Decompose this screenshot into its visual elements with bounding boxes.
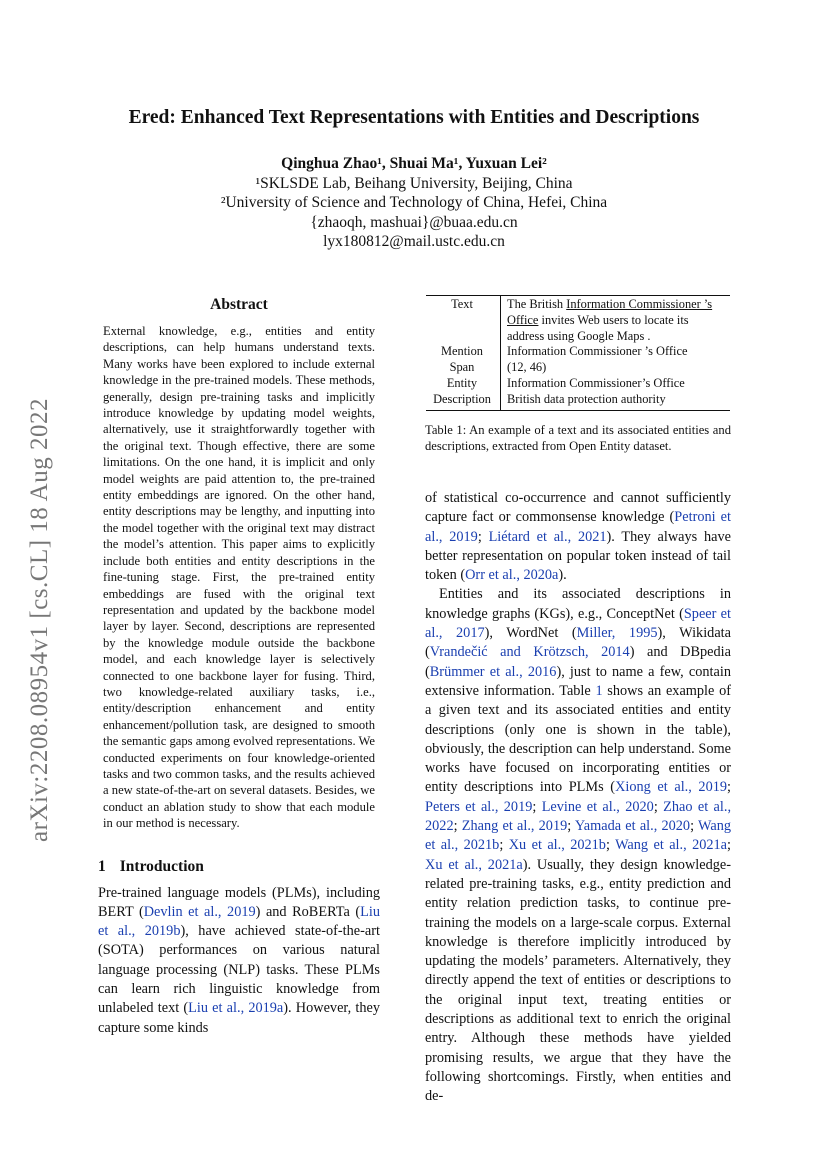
citation-link[interactable]: Liu et al., 2019a: [188, 1000, 284, 1017]
paper-title: Ered: Enhanced Text Representations with Entities and Descriptions: [128, 107, 700, 128]
table-label: Span: [426, 360, 501, 376]
citation-link[interactable]: Xu et al., 2021b: [508, 837, 606, 854]
text-run: The British: [507, 297, 567, 311]
citation-link[interactable]: Miller, 1995: [576, 625, 658, 642]
table-value: [501, 296, 731, 345]
left-column: [98, 296, 380, 1038]
text-run: ). Usually, they design knowledge-related pre-training tasks, e.g., entity prediction and entity relation prediction tasks, to continue pre-training the models on a large-scale corpus. External knowledge is therefore implicitly introduced by updating the models’ parameters. Alternatively, they directly append the text of entities or descriptions to the original input text, treating entities or descriptions as additional text to enrich the original entry. Although these methods have yielded promising results, we argue that they have the following shortcomings. Firstly, when entities and de-: [425, 856, 732, 1105]
table-value: Information Commissioner ’s Office: [507, 344, 688, 359]
citation-link[interactable]: Yamada et al., 2020: [574, 818, 691, 835]
table-reference-link[interactable]: 1: [595, 682, 603, 699]
text-run: shows an example of a given text and its associated entities and entity descriptions (only one is shown in the table), obviously, the description can help understand. Some works have focused on incorporating entities or entity descriptions into PLMs (: [425, 682, 731, 796]
citation-link[interactable]: Xiong et al., 2019: [615, 779, 728, 796]
citation-link[interactable]: Wang et al., 2021a: [615, 837, 728, 854]
table-label: Text: [426, 296, 501, 345]
text-run: ;: [605, 837, 616, 854]
table-row: [426, 344, 730, 360]
table-label: Mention: [426, 344, 501, 360]
text-run: ), just to name a few, contain extensive information. Table: [425, 663, 731, 699]
text-run: ).: [558, 567, 567, 584]
text-run: ;: [477, 528, 489, 545]
introduction-paragraph: [98, 884, 380, 1038]
citation-link[interactable]: Orr et al., 2020a: [465, 567, 559, 584]
section-title: Introduction: [119, 857, 204, 875]
affiliation-1: ¹SKLSDE Lab, Beihang University, Beijing, China: [255, 174, 573, 192]
table-value: British data protection authority: [507, 391, 666, 406]
citation-link[interactable]: Liétard et al., 2021: [488, 528, 607, 545]
text-run: invites Web users to locate its address using Google Maps .: [507, 312, 689, 343]
table-row: [426, 296, 730, 345]
abstract-text: External knowledge, e.g., entities and entity descriptions, can help humans understand texts. Many works have been explored to include external knowledge in the pre-trained models. These methods, generally, design pre-training tasks and implicitly introduce knowledge by updating model weights, alternatively, use it straightforwardly together with the original text. Though effective, there are some limitations. On the one hand, it is implicit and only model weights are paid attention to, the pre-trained entity embeddings are ignored. On the other hand, entity descriptions may be lengthy, and inputting into the model together with the original text may distract the model’s attention. This paper aims to explicitly include both entities and entity descriptions in the fine-tuning stage. First, the pre-trained entity embeddings are fused with the original text representation and updated by the backbone model layer by layer. Second, descriptions are represented by the knowledge module outside the backbone model, and each knowledge layer is selectively connected to one backbone layer for fusing. Third, two knowledge-related auxiliary tasks, i.e., entity/description enhancement and entity enhancement/pollution task, are designed to smooth the semantic gaps among evolved representations. We conducted experiments on four knowledge-oriented tasks and two common tasks, and the results achieved a new state-of-the-art on several datasets. Besides, we conduct an ablation study to show that each module in our method is necessary.: [103, 324, 375, 831]
introduction-heading: [98, 858, 380, 876]
text-run: ) and RoBERTa (: [255, 903, 361, 920]
text-run: Entities and its associated descriptions in knowledge graphs (KGs), e.g., ConceptNet (: [425, 586, 731, 622]
text-run: Pre-trained language models (PLMs), including BERT (: [98, 884, 380, 920]
text-run: ;: [567, 818, 575, 835]
email-2[interactable]: lyx180812@mail.ustc.edu.cn: [323, 233, 505, 250]
citation-link[interactable]: Brümmer et al., 2016: [429, 663, 557, 680]
text-run: ). They always have better representation on popular token instead of tail token (: [425, 528, 731, 584]
text-run: ). However, they capture some kinds: [98, 1000, 380, 1036]
table-row: [426, 376, 730, 392]
citation-link[interactable]: Petroni et al., 2019: [425, 509, 731, 545]
text-run: of statistical co-occurrence and cannot sufficiently capture fact or commonsense knowledge (: [425, 490, 731, 526]
citation-link[interactable]: Liu et al., 2019b: [98, 903, 380, 940]
text-run: ), WordNet (: [484, 625, 577, 642]
author-names: Qinghua Zhao¹, Shuai Ma¹, Yuxuan Lei²: [281, 155, 547, 172]
text-run: ;: [453, 818, 462, 835]
text-run: ;: [499, 837, 509, 854]
authors-block: [0, 154, 828, 252]
text-run: ), Wikidata (: [425, 625, 731, 661]
affiliation-2: ²University of Science and Technology of China, Hefei, China: [220, 194, 608, 211]
example-table: [426, 295, 730, 411]
citation-link[interactable]: Vrandečić and Krötzsch, 2014: [429, 644, 630, 661]
table-value: Information Commissioner’s Office: [507, 375, 685, 390]
table-label: Description: [426, 392, 501, 410]
citation-link[interactable]: Devlin et al., 2019: [143, 903, 256, 920]
section-number: 1: [98, 857, 106, 875]
text-run: ) and DBpedia (: [425, 644, 731, 680]
arxiv-identifier[interactable]: arXiv:2208.08954v1 [cs.CL] 18 Aug 2022: [26, 398, 53, 842]
table-label: Entity: [426, 376, 501, 392]
citation-link[interactable]: Peters et al., 2019: [425, 798, 533, 815]
right-paragraph-2: [425, 585, 731, 1106]
text-run: ;: [690, 818, 698, 835]
citation-link[interactable]: Zhao et al., 2022: [425, 798, 732, 835]
citation-link[interactable]: Speer et al., 2017: [425, 605, 731, 642]
text-run: ;: [532, 798, 542, 815]
table-row: [426, 360, 730, 376]
text-run: ;: [653, 798, 664, 815]
email-1[interactable]: {zhaoqh, mashuai}@buaa.edu.cn: [310, 213, 518, 231]
abstract-heading: Abstract: [210, 296, 268, 313]
text-run: ;: [727, 779, 731, 796]
right-paragraph-1: [425, 489, 731, 585]
underlined-mention: Information Commissioner ’s Office: [507, 297, 713, 327]
citation-link[interactable]: Xu et al., 2021a: [425, 856, 523, 873]
table-value: (12, 46): [507, 360, 547, 375]
table-caption: Table 1: An example of a text and its associated entities and descriptions, extracted from Open Entity dataset.: [425, 423, 731, 454]
arxiv-sidebar: [20, 350, 60, 890]
right-column: [425, 489, 731, 1107]
text-run: ), have achieved state-of-the-art (SOTA) performances on various natural language processing (NLP) tasks. These PLMs can learn rich linguistic knowledge from unlabeled text (: [98, 923, 380, 1017]
text-run: ;: [727, 837, 731, 854]
citation-link[interactable]: Wang et al., 2021b: [425, 818, 731, 854]
citation-link[interactable]: Levine et al., 2020: [541, 798, 654, 815]
citation-link[interactable]: Zhang et al., 2019: [461, 818, 568, 835]
table-row: [426, 392, 730, 410]
